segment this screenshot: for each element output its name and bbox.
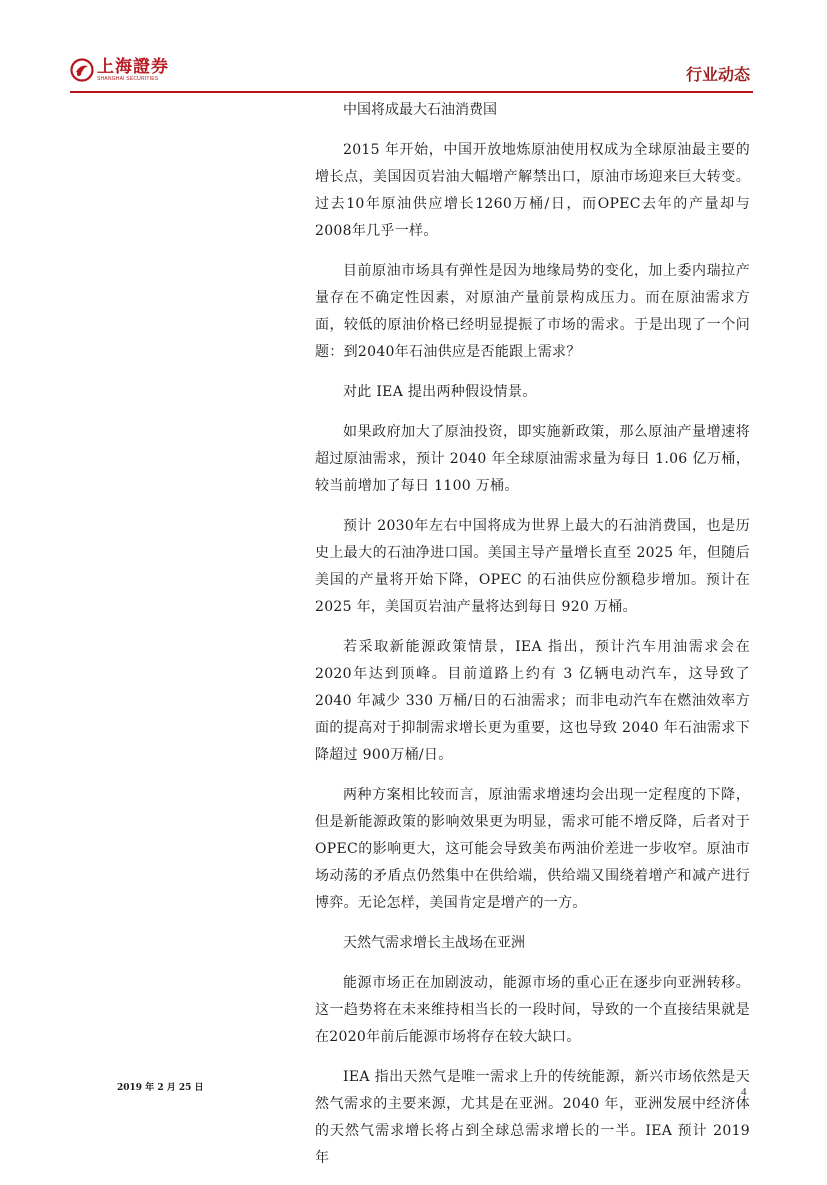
- footer-date: 2019 年 2 月 25 日: [117, 1083, 204, 1093]
- body-paragraph: 预计 2030年左右中国将成为世界上最大的石油消费国，也是历史上最大的石油净进口国。美国主导产量增长直至 2025 年，但随后美国的产量将开始下降，OPEC 的石油供应份额稳步增加。预计在2025 年，美国页岩油产量将达到每日 920 万桶。: [315, 518, 750, 615]
- body-paragraph: IEA 指出天然气是唯一需求上升的传统能源，新兴市场依然是天然气需求的主要来源，尤其是在亚洲。2040 年，亚洲发展中经济体的天然气需求增长将占到全球总需求增长的一半。IEA 预计 2019 年: [315, 1069, 750, 1166]
- body-paragraph: 2015 年开始，中国开放地炼原油使用权成为全球原油最主要的增长点，美国因页岩油大幅增产解禁出口，原油市场迎来巨大转变。过去10年原油供应增长1260万桶/日，而OPEC去年的产量却与2008年几乎一样。: [315, 142, 750, 239]
- page-number: 4: [741, 1086, 747, 1098]
- page-header: [70, 58, 750, 90]
- body-paragraph: 能源市场正在加剧波动，能源市场的重心正在逐步向亚洲转移。这一趋势将在未来维持相当长的一段时间，导致的一个直接结果就是在2020年前后能源市场将存在较大缺口。: [315, 975, 750, 1045]
- body-paragraph: 若采取新能源政策情景，IEA 指出，预计汽车用油需求会在 2020年达到顶峰。目前道路上约有 3 亿辆电动汽车，这导致了 2040 年减少 330 万桶/日的石油需求；而非电动汽车在燃油效率方面的提高对于抑制需求增长更为重要，这也导致 2040 年石油需求下降超过 900万桶/日。: [315, 639, 750, 763]
- logo-english-text: SHANGHAI SECURITIES: [97, 76, 159, 82]
- section-heading: 中国将成最大石油消费国: [343, 102, 497, 118]
- body-content: [315, 97, 750, 1185]
- section-heading: 天然气需求增长主战场在亚洲: [343, 935, 525, 951]
- body-paragraph: 如果政府加大了原油投资，即实施新政策，那么原油产量增速将超过原油需求，预计 2040 年全球原油需求量为每日 1.06 亿万桶，较当前增加了每日 1100 万桶。: [315, 424, 750, 494]
- header-divider: [70, 91, 753, 93]
- company-logo: [70, 58, 169, 88]
- logo-chinese-text: 上海證券: [97, 57, 169, 77]
- logo-emblem-icon: [70, 58, 94, 82]
- section-title: 行业动态: [685, 65, 750, 84]
- body-paragraph: 对此 IEA 提出两种假设情景。: [343, 384, 537, 400]
- body-paragraph: 目前原油市场具有弹性是因为地缘局势的变化，加上委内瑞拉产量存在不确定性因素，对原油产量前景构成压力。而在原油需求方面，较低的原油价格已经明显提振了市场的需求。于是出现了一个问题：到2040年石油供应是否能跟上需求？: [315, 263, 750, 360]
- body-paragraph: 两种方案相比较而言，原油需求增速均会出现一定程度的下降，但是新能源政策的影响效果更为明显，需求可能不增反降，后者对于OPEC的影响更大，这可能会导致美布两油价差进一步收窄。原油市场动荡的矛盾点仍然集中在供给端，供给端又围绕着增产和减产进行博弈。无论怎样，美国肯定是增产的一方。: [315, 787, 750, 911]
